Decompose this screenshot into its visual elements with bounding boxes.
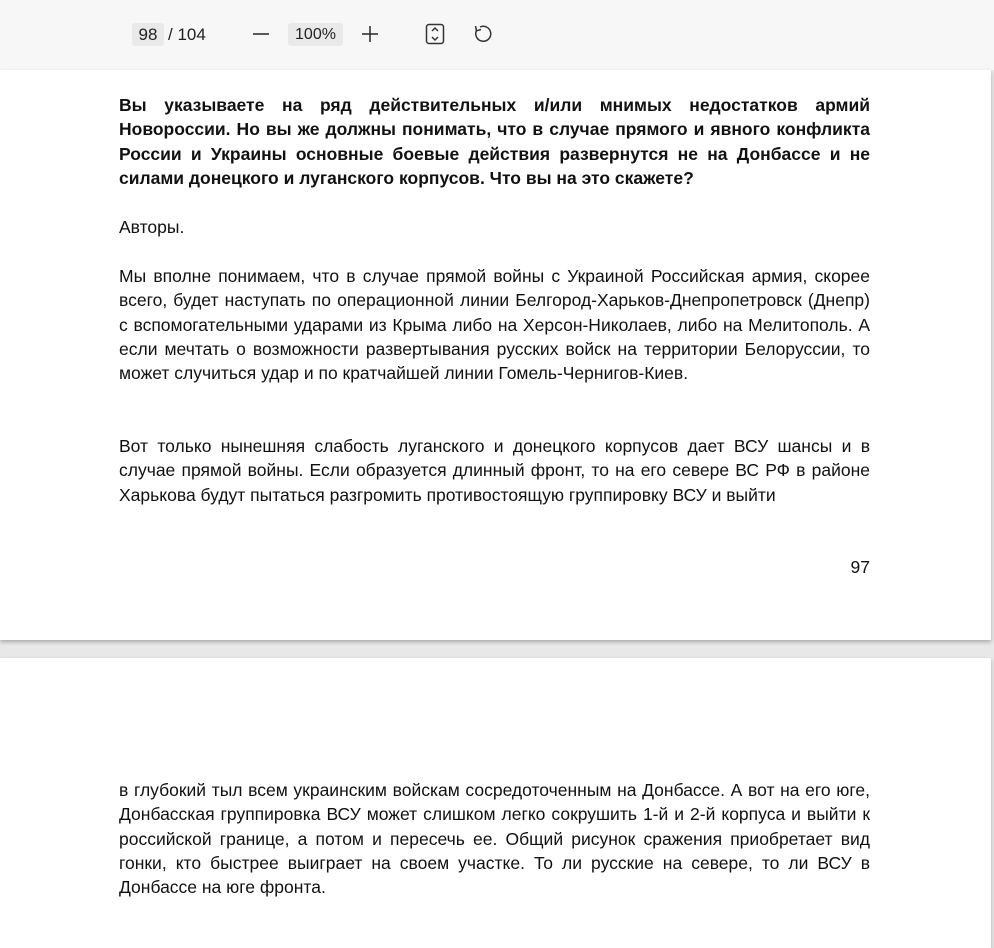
authors-label: Авторы.	[119, 217, 185, 237]
page-number: 97	[850, 557, 870, 577]
document-page	[0, 70, 991, 640]
minus-icon	[249, 22, 273, 46]
zoom-in-button[interactable]	[358, 22, 382, 46]
plus-icon	[358, 22, 382, 46]
rotate-button[interactable]	[470, 22, 494, 46]
current-page-input[interactable]: 98	[132, 23, 164, 46]
question-paragraph: Вы указываете на ряд действительных и/или мнимых недостатков армий Новороссии. Но вы же должны понимать, что в случае прямого и явного конфликта России и Украины основные боевые действия развернутся не на Донбассе и не силами донецкого и луганского корпусов. Что вы на это скажете?	[119, 95, 870, 188]
total-pages-label: / 104	[168, 25, 206, 44]
document-page	[0, 658, 991, 948]
fit-page-icon	[423, 22, 447, 46]
body-paragraph: Мы вполне понимаем, что в случае прямой войны с Украиной Российская армия, скорее всего, будет наступать по операционной линии Белгород-Харьков-Днепропетровск (Днепр) с вспомогательными ударами из Крыма либо на Херсон-Николаев, либо на Мелитополь. А если мечтать о возможности развертывания русских войск на территории Белоруссии, то может случиться удар и по кратчайшей линии Гомель-Чернигов-Киев.	[119, 266, 870, 384]
rotate-icon	[470, 22, 494, 46]
body-paragraph: в глубокий тыл всем украинским войскам сосредоточенным на Донбассе. А вот на его юге, Донбасская группировка ВСУ может слишком легко сокрушить 1-й и 2-й корпуса и выйти к российской границе, а потом и пересечь ее. Общий рисунок сражения приобретает вид гонки, кто быстрее выиграет на своем участке. То ли русские на севере, то ли ВСУ в Донбассе на юге фронта.	[119, 780, 870, 898]
body-paragraph: Вот только нынешняя слабость луганского и донецкого корпусов дает ВСУ шансы и в случае прямой войны. Если образуется длинный фронт, то на его севере ВС РФ в районе Харькова будут пытаться разгромить противостоящую группировку ВСУ и выйти	[119, 436, 870, 505]
zoom-out-button[interactable]	[249, 22, 273, 46]
fit-page-button[interactable]	[423, 22, 447, 46]
pdf-toolbar	[0, 0, 994, 70]
zoom-level-input[interactable]: 100%	[288, 23, 343, 46]
